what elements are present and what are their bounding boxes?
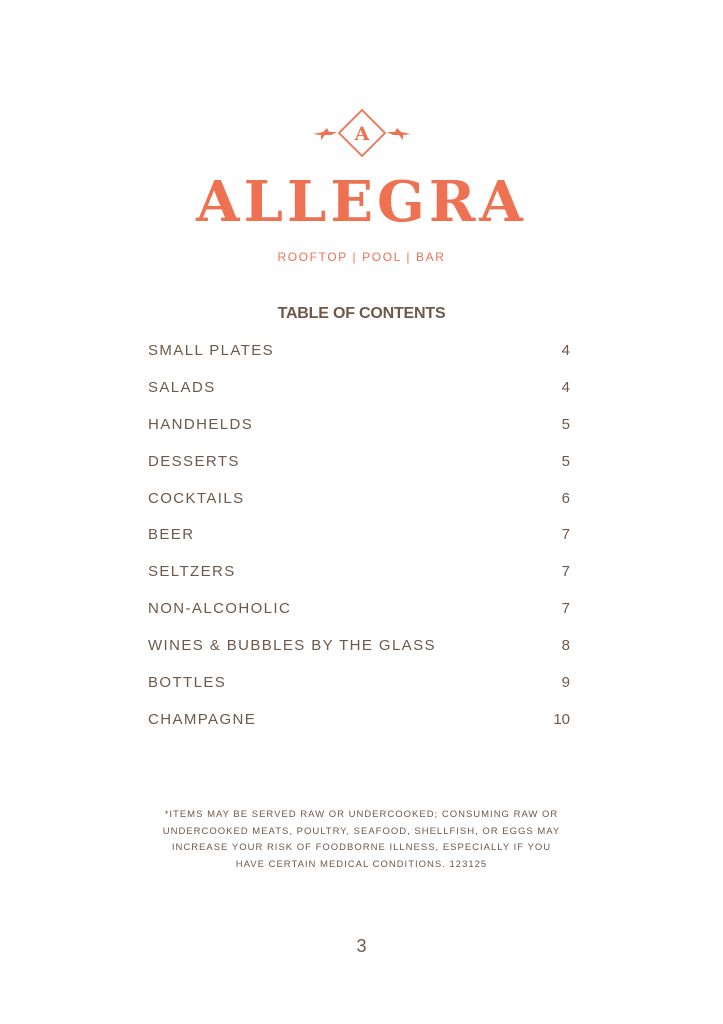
toc-label: DESSERTS: [148, 452, 240, 470]
brand-tagline: ROOFTOP | POOL | BAR: [277, 250, 446, 264]
toc-entry-cocktails: [148, 490, 570, 527]
toc-label: HANDHELDS: [148, 415, 254, 433]
toc-entry-beer: [148, 526, 570, 563]
toc-page: 7: [561, 600, 570, 618]
toc-entry-seltzers: [148, 563, 570, 600]
toc-entry-bottles: [148, 674, 570, 711]
table-of-contents: [148, 342, 570, 748]
hummingbird-icon-right: [387, 128, 411, 140]
toc-entry-salads: [148, 379, 570, 416]
toc-entry-champagne: [148, 711, 570, 748]
toc-page: 4: [561, 378, 570, 396]
food-safety-disclaimer: *ITEMS MAY BE SERVED RAW OR UNDERCOOKED; CONSUMING RAW OR UNDERCOOKED MEATS, POULTRY, SEAFOOD, SHELLFISH, OR EGGS MAY INCREASE YOUR RISK OF FOODBORNE ILLNESS, ESPECIALLY IF YOU HAVE CERTAIN MEDICAL CONDITIONS. 123125: [162, 809, 561, 870]
hummingbird-icon-left: [313, 128, 337, 140]
toc-entry-desserts: [148, 453, 570, 490]
toc-page: 6: [561, 489, 570, 507]
toc-page: 4: [561, 342, 570, 359]
toc-page: 5: [561, 452, 570, 470]
toc-label: NON-ALCOHOLIC: [148, 600, 292, 618]
toc-page: 8: [561, 637, 570, 655]
toc-entry-non-alcoholic: [148, 600, 570, 637]
toc-page: 5: [561, 415, 570, 433]
diamond-monogram-icon: [339, 110, 385, 156]
logo-letter: A: [354, 123, 369, 145]
toc-page: 9: [561, 674, 570, 692]
brand-name: ALLEGRA: [196, 169, 527, 235]
toc-page: 10: [553, 710, 570, 728]
toc-label: WINES & BUBBLES BY THE GLASS: [148, 637, 436, 655]
toc-page: 7: [561, 526, 570, 544]
toc-entry-wines-bubbles: [148, 637, 570, 674]
toc-label: SELTZERS: [148, 563, 236, 581]
toc-label: CHAMPAGNE: [148, 710, 257, 728]
toc-page: 7: [561, 563, 570, 581]
logo-emblem: [0, 104, 723, 164]
toc-label: SMALL PLATES: [148, 342, 275, 359]
toc-label: COCKTAILS: [148, 489, 245, 507]
toc-label: BEER: [148, 526, 195, 544]
toc-entry-small-plates: [148, 342, 570, 379]
toc-label: BOTTLES: [148, 674, 227, 692]
toc-title: TABLE OF CONTENTS: [277, 305, 446, 322]
toc-label: SALADS: [148, 378, 216, 396]
page-number: 3: [356, 936, 367, 956]
toc-entry-handhelds: [148, 416, 570, 453]
